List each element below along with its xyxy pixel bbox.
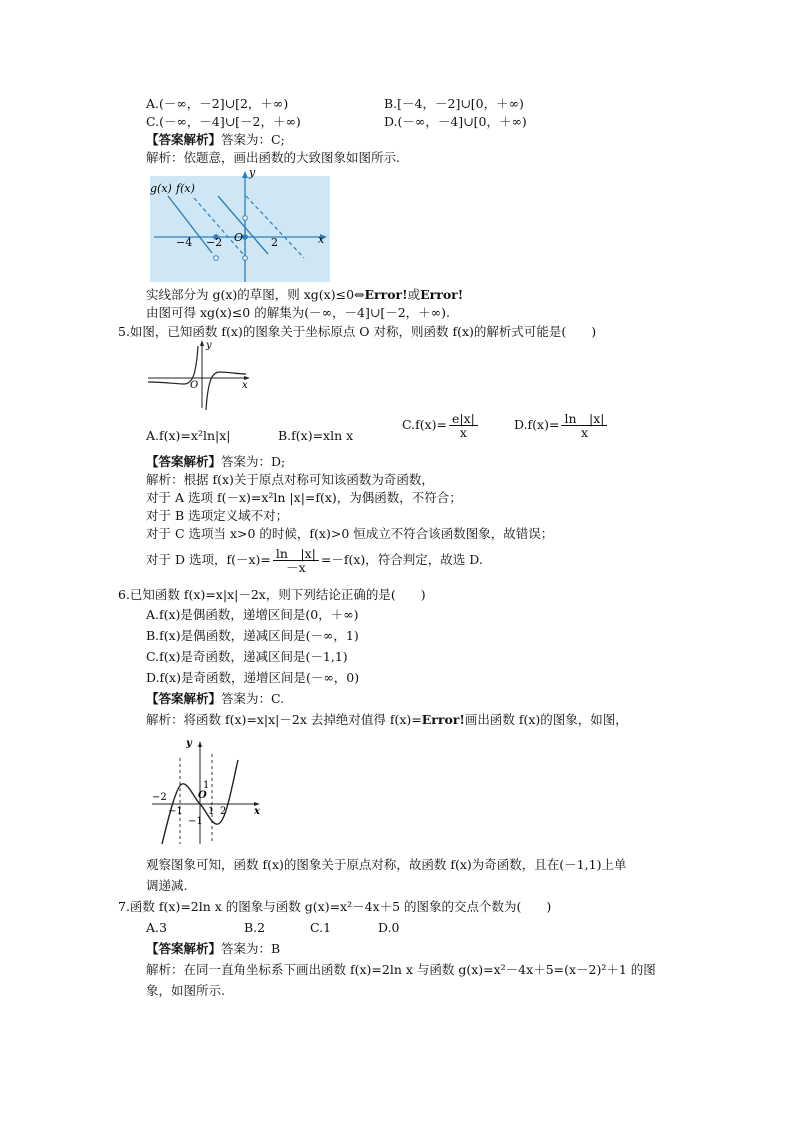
tick-neg2: −2 xyxy=(206,236,223,249)
numerator: ln |x| xyxy=(561,412,607,426)
answer-text: 答案为：D; xyxy=(221,454,286,469)
q4-after-1 xyxy=(146,287,463,303)
q5-line-3: 对于 B 选项定义域不对； xyxy=(146,508,289,523)
numerator: ln |x| xyxy=(273,547,319,561)
y-label: y xyxy=(186,738,192,749)
q5-option-d xyxy=(514,412,609,439)
y-label: y xyxy=(206,340,212,351)
fraction xyxy=(449,412,478,439)
q5-graph xyxy=(146,338,256,410)
g-label: g(x) xyxy=(150,182,172,195)
q6-analysis xyxy=(146,712,628,728)
fraction xyxy=(561,412,607,439)
error-marker: Error! xyxy=(420,287,464,302)
q5-line-1: 解析：根据 f(x)关于原点对称可知该函数为奇函数， xyxy=(146,472,434,487)
origin-label: O xyxy=(190,380,199,391)
denominator: x xyxy=(459,425,467,440)
y-label: y xyxy=(249,166,256,179)
q6-graph xyxy=(148,736,266,848)
tick-y1: 1 xyxy=(203,780,210,791)
q7-line-1: 解析：在同一直角坐标系下画出函数 f(x)=2ln x 与函数 g(x)=x²－4x＋5=(x－2)²＋1 的图 xyxy=(146,962,656,977)
q6-answer xyxy=(146,691,284,707)
q6-stem: 6.已知函数 f(x)=x|x|－2x，则下列结论正确的是( ) xyxy=(118,587,426,602)
q4-analysis: 解析：依题意，画出函数的大致图象如图所示. xyxy=(146,150,400,165)
denominator: x xyxy=(580,425,588,440)
q7-option-d: D.0 xyxy=(378,920,400,935)
y-axis-arrow xyxy=(242,171,248,178)
tick-1: 1 xyxy=(208,806,215,817)
q4-after-2: 由图可得 xg(x)≤0 的解集为(－∞，－4]∪[－2，＋∞). xyxy=(146,305,450,320)
open-dot xyxy=(243,256,248,261)
tick-2: 2 xyxy=(220,806,227,817)
q5-option-a: A.f(x)=x²ln|x| xyxy=(146,428,231,443)
q5-option-c xyxy=(402,412,480,439)
q4-graph xyxy=(146,166,336,286)
text: 画出函数 f(x)的图象，如图， xyxy=(464,712,628,727)
q7-option-c: C.1 xyxy=(310,920,332,935)
q5-answer xyxy=(146,454,285,470)
text: 实线部分为 g(x)的草图，则 xg(x)≤0⇔ xyxy=(146,287,365,302)
tick-neg1: −1 xyxy=(168,806,183,817)
origin-dot xyxy=(242,234,248,240)
q6-option-c: C.f(x)是奇函数，递减区间是(－1,1) xyxy=(146,649,348,664)
x-label: x xyxy=(242,380,248,391)
q6-option-b: B.f(x)是偶函数，递减区间是(－∞，1) xyxy=(146,628,359,643)
numerator: e|x| xyxy=(449,412,478,426)
fraction xyxy=(273,547,319,574)
q6-option-a: A.f(x)是偶函数，递增区间是(0，＋∞) xyxy=(146,607,359,622)
answer-text: 答案为：C; xyxy=(221,132,285,147)
q5-line-2: 对于 A 选项 f(－x)=x²ln |x|=f(x)，为偶函数，不符合； xyxy=(146,490,462,505)
error-marker: Error! xyxy=(421,712,465,727)
q4-option-b: B.[－4，－2]∪[0，＋∞) xyxy=(384,96,524,111)
text: 对于 D 选项，f(－x)= xyxy=(146,552,271,567)
q6-conclusion-2: 调递减. xyxy=(146,878,188,893)
open-dot xyxy=(214,256,219,261)
answer-tag: 【答案解析】 xyxy=(146,941,222,956)
open-dot xyxy=(243,216,248,221)
q7-option-b: B.2 xyxy=(244,920,266,935)
denominator: －x xyxy=(286,560,306,575)
text: D.f(x)= xyxy=(514,417,560,432)
q7-line-2: 象，如图所示. xyxy=(146,983,225,998)
x-label: x xyxy=(254,806,260,817)
tick-2: 2 xyxy=(271,236,278,249)
q4-answer xyxy=(146,132,285,148)
answer-tag: 【答案解析】 xyxy=(146,132,222,147)
text: 或 xyxy=(407,287,421,302)
text: C.f(x)= xyxy=(402,417,447,432)
q7-stem: 7.函数 f(x)=2ln x 的图象与函数 g(x)=x²－4x＋5 的图象的交点个数为( ) xyxy=(118,899,552,914)
q7-option-a: A.3 xyxy=(146,920,167,935)
q5-line-5 xyxy=(146,547,483,574)
q4-option-d: D.(－∞，－4]∪[0，＋∞) xyxy=(384,114,527,129)
y-axis-arrow xyxy=(198,741,202,747)
f-label: f(x) xyxy=(176,182,195,195)
origin-label: O xyxy=(234,231,244,244)
text: 解析：将函数 f(x)=x|x|－2x 去掉绝对值得 f(x)= xyxy=(146,712,422,727)
answer-tag: 【答案解析】 xyxy=(146,691,222,706)
q5-line-4: 对于 C 选项当 x>0 的时候，f(x)>0 恒成立不符合该函数图象，故错误； xyxy=(146,526,554,541)
answer-tag: 【答案解析】 xyxy=(146,454,222,469)
tick-yneg1: −1 xyxy=(188,816,203,827)
error-marker: Error! xyxy=(364,287,408,302)
text: =－f(x)，符合判定，故选 D. xyxy=(320,552,483,567)
answer-text: 答案为：C. xyxy=(221,691,285,706)
q7-answer xyxy=(146,941,280,957)
q6-option-d: D.f(x)是奇函数，递增区间是(－∞，0) xyxy=(146,670,360,685)
x-label: x xyxy=(318,233,325,246)
answer-text: 答案为：B xyxy=(221,941,281,956)
q5-option-b: B.f(x)=xln x xyxy=(278,428,354,443)
y-axis-arrow xyxy=(200,340,204,346)
q4-option-c: C.(－∞，－4]∪[－2，＋∞) xyxy=(146,114,301,129)
q4-option-a: A.(－∞，－2]∪[2，＋∞) xyxy=(146,96,289,111)
q6-conclusion-1: 观察图象可知，函数 f(x)的图象关于原点对称，故函数 f(x)为奇函数，且在(－1,1)上单 xyxy=(146,857,627,872)
tick-neg2: −2 xyxy=(152,792,167,803)
origin-label: O xyxy=(198,790,207,801)
tick-neg4: −4 xyxy=(176,236,193,249)
q5-stem: 5.如图，已知函数 f(x)的图象关于坐标原点 O 对称，则函数 f(x)的解析式可能是( ) xyxy=(118,324,597,339)
